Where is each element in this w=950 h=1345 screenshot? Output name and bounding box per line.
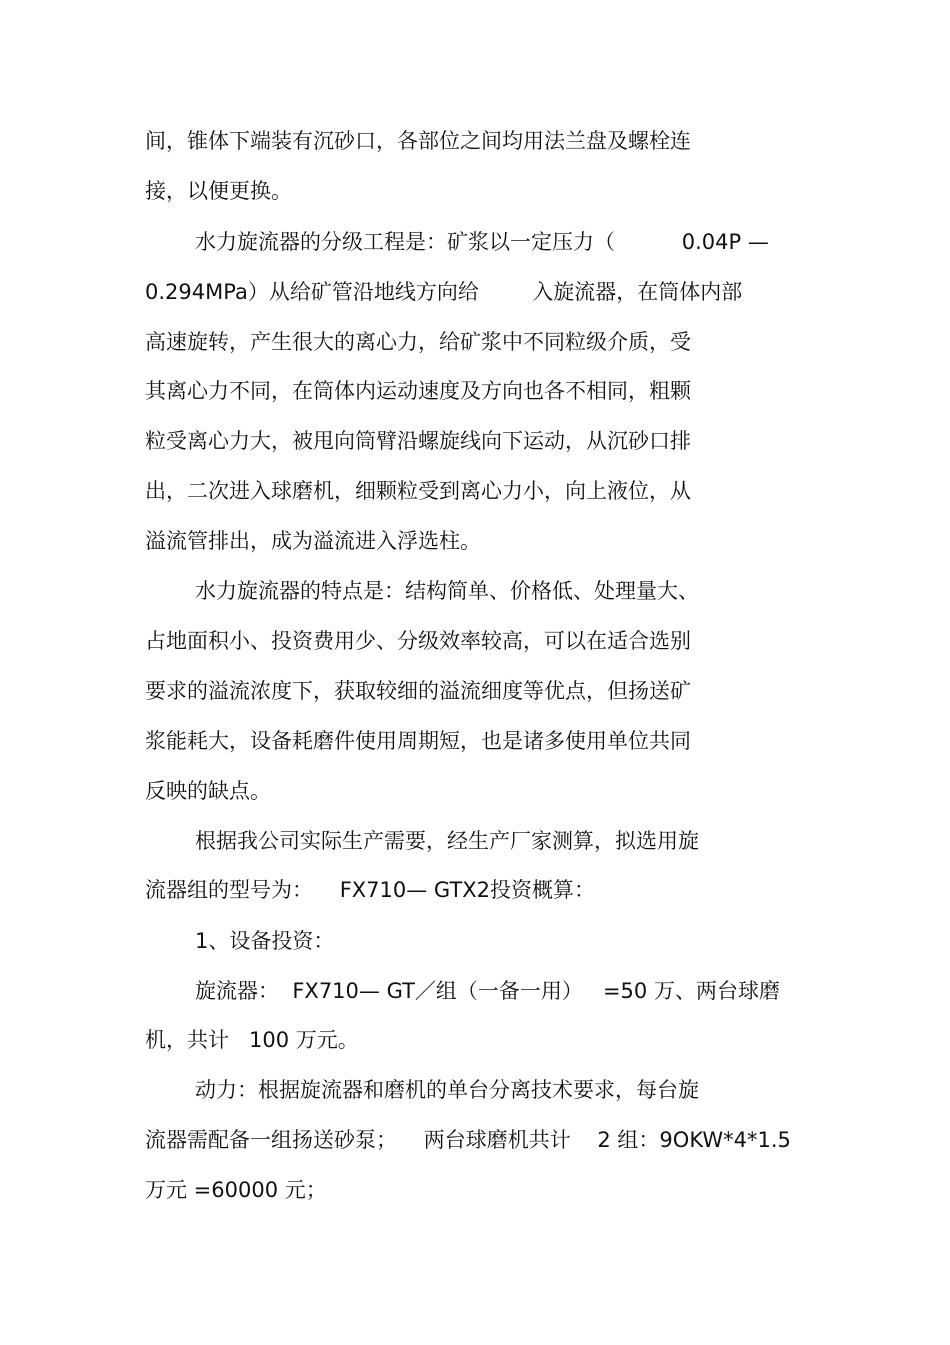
text-line: 占地面积小、投资费用少、分级效率较高，可以在适合选别 (145, 629, 691, 653)
text-line: 其离心力不同，在筒体内运动速度及方向也各不相同，粗颗 (145, 379, 691, 403)
text-line: 高速旋转，产生很大的离心力，给矿浆中不同粒级介质，受 (145, 330, 691, 354)
text-line: 1、设备投资： (195, 929, 335, 953)
text-line: 要求的溢流浓度下，获取较细的溢流细度等优点，但扬送矿 (145, 679, 691, 703)
text-line: 机，共计 100 万元。 (145, 1028, 359, 1052)
text-line: 万元 =60000 元； (145, 1178, 327, 1202)
text-line: 流器需配备一组扬送砂泵； 两台球磨机共计 2 组：9OKW*4*1.5 (145, 1128, 791, 1152)
text-line: 浆能耗大，设备耗磨件使用周期短，也是诸多使用单位共同 (145, 729, 691, 753)
text-line: 间，锥体下端装有沉砂口，各部位之间均用法兰盘及螺栓连 (145, 129, 691, 153)
text-line: 反映的缺点。 (145, 779, 271, 803)
text-line: 0.294MPa）从给矿管沿地线方向给 入旋流器，在筒体内部 (145, 280, 743, 304)
text-line: 旋流器： FX710— GT／组（一备一用） =50 万、两台球磨 (195, 979, 780, 1003)
text-line: 动力：根据旋流器和磨机的单台分离技术要求，每台旋 (195, 1078, 699, 1102)
text-line: 接，以便更换。 (145, 179, 292, 203)
text-line: 溢流管排出，成为溢流进入浮选柱。 (145, 529, 481, 553)
text-line: 粒受离心力大，被甩向筒臂沿螺旋线向下运动，从沉砂口排 (145, 429, 691, 453)
text-line: 流器组的型号为： FX710— GTX2投资概算： (145, 878, 596, 902)
text-line: 水力旋流器的特点是：结构简单、价格低、处理量大、 (195, 579, 699, 603)
text-line: 水力旋流器的分级工程是：矿浆以一定压力（ 0.04P — (195, 230, 769, 254)
text-line: 出，二次进入球磨机，细颗粒受到离心力小，向上液位，从 (145, 479, 691, 503)
text-line: 根据我公司实际生产需要，经生产厂家测算，拟选用旋 (195, 829, 699, 853)
